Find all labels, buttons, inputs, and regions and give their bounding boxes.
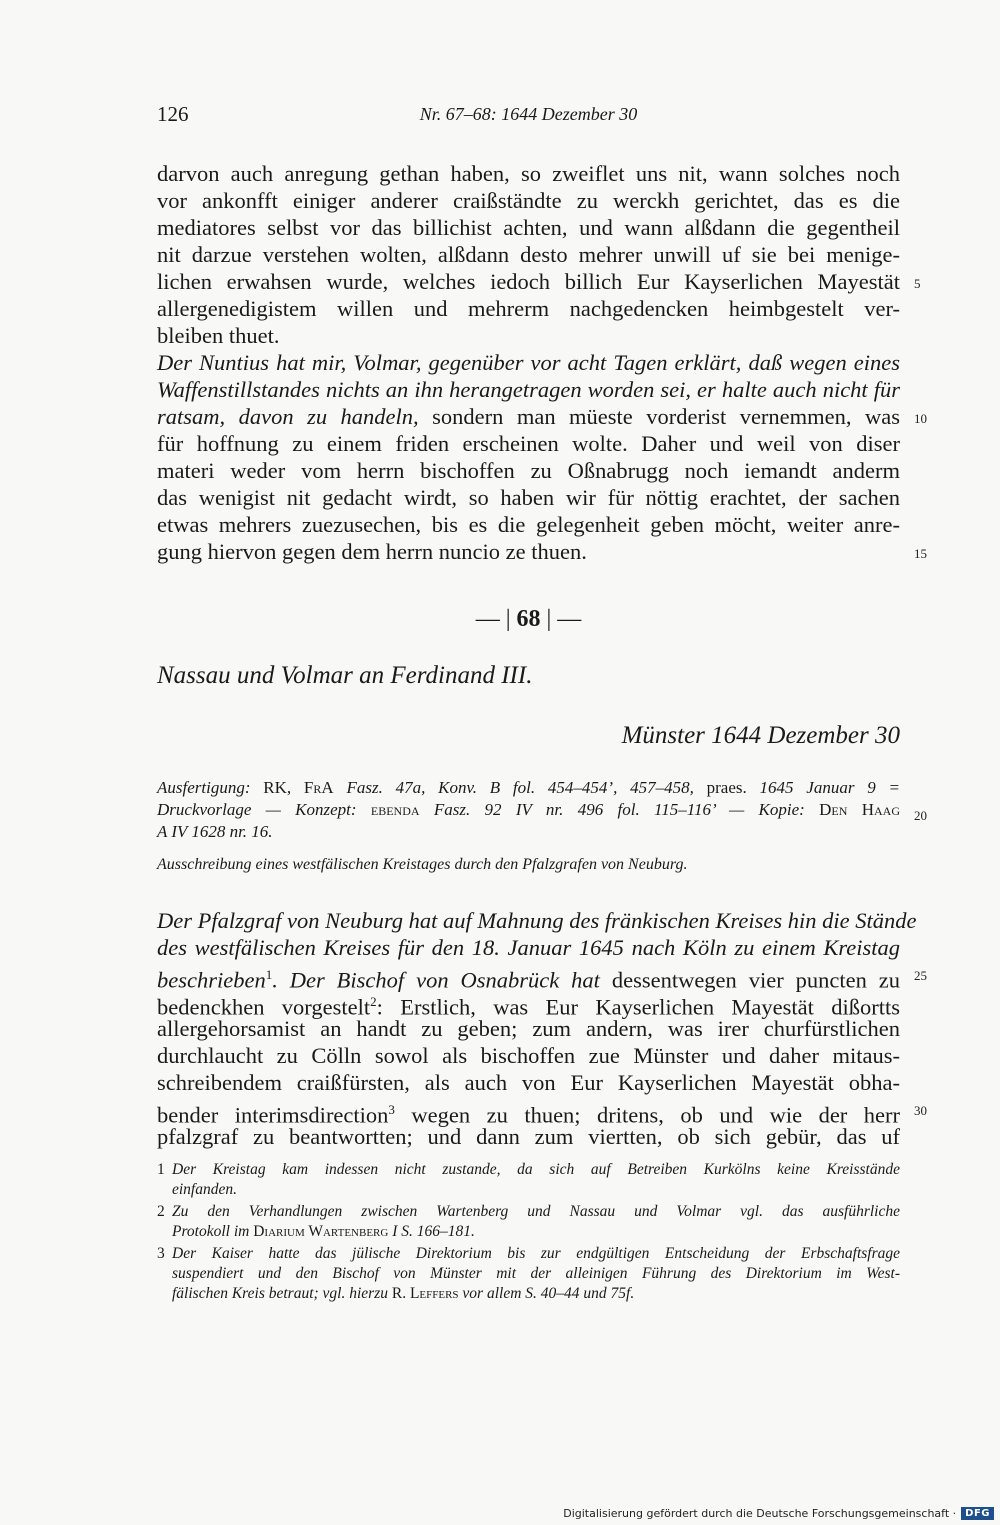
source-text: Fasz. 47a, Konv. B fol. 454–454’, 457–458, [333,778,694,797]
roman-span: bender interimsdirection [157,1102,389,1128]
text-line: mediatores selbst vor das billichist achten, und wann alßdann die gegentheil [157,215,900,240]
text-line [157,403,900,430]
source-line: A IV 1628 nr. 16. [157,822,273,841]
footnote-ref: 1 [265,967,273,982]
italic-span: beschrieben [157,967,266,993]
text-line: das wenigist nit gedacht wirdt, so haben wir für nöttig erachtet, der sachen [157,485,900,510]
source-text: Den Haag [819,800,900,819]
line-number: 20 [914,808,927,823]
text-line: Waffenstillstandes nichts an ihn herangetragen worden sei, er halte auch nicht für [157,377,900,402]
text-line: etwas mehrers zuezusechen, bis es die gelegenheit geben möcht, weiter anre- [157,512,900,537]
source-text: ebenda [370,800,420,819]
text-line: materi weder vom herrn bischoffen zu Oßnabrugg noch iemandt anderm [157,458,900,483]
source-text: 1645 Januar 9 = [759,778,900,797]
line-number: 25 [914,968,927,983]
roman-span: dessentwegen vier puncten zu [599,967,900,993]
roman-span: : Erstlich, was Eur Kayserlichen Mayestät dißortts [376,994,901,1020]
page-number: 126 [157,102,189,126]
text-line: schreibendem craißfürsten, als auch von Eur Kayserlichen Mayestät obha- [157,1070,900,1095]
document-number-prefix: — | [475,606,517,632]
italic-span: . Der Bischof von Osnabrück hat [272,967,600,993]
document-number [157,606,900,633]
text-line: darvon auch anregung gethan haben, so zweiflet uns nit, wann solches noch [157,161,900,186]
text-line: bleiben thuet. [157,323,280,348]
footnote-line: suspendiert und den Bischof von Münster mit der alleinigen Führung des Direktorium im West- [172,1265,900,1282]
text-line: für hoffnung zu einem friden erscheinen wolte. Daher und weil von diser [157,431,900,456]
source-text: Fasz. 92 IV nr. 496 fol. 115–116’ — Kopie: [419,800,820,819]
source-text: praes. [693,778,760,797]
line-number: 10 [914,411,927,426]
footnote-text: I S. 166–181. [388,1223,475,1240]
footnote-text: R. Leffers [391,1285,459,1302]
text-line: nit darzue verstehen wolten, alßdann desto mehrer unwill uf sie bei menige- [157,242,900,267]
dfg-credit [563,1503,994,1523]
footnote-line [172,1284,900,1304]
source-label: Ausfertigung: [157,778,251,797]
text-line: vor ankonfft einiger anderer craißständte zu werckh gerichtet, das es die [157,188,900,213]
credit-text: Digitalisierung gefördert durch die Deutsche Forschungsgemeinschaft · [563,1506,957,1520]
running-head-title: Nr. 67–68: 1644 Dezember 30 [419,104,638,124]
text-line: durchlaucht zu Cölln sowol als bischoffen zue Münster und daher mitaus- [157,1043,900,1068]
footnote-line: Der Kreistag kam indessen nicht zustande, da sich auf Betreiben Kurkölns keine Kreisstände [172,1161,900,1178]
source-text: Druckvorlage — Konzept: [157,800,371,819]
text-line [157,961,900,993]
footnote-text: fälischen Kreis betraut; vgl. hierzu [172,1285,392,1302]
roman-span: sondern man müeste vorderist vernemmen, was [418,404,900,429]
dfg-logo: DFG [961,1507,994,1520]
document-number-suffix: | — [540,606,582,632]
document-summary: Ausschreibung eines westfälischen Kreistages durch den Pfalzgrafen von Neuburg. [157,856,688,873]
text-line [157,988,901,1020]
footnote-line [172,1222,900,1242]
text-line: allergenedigistem willen und mehrerm nachgedencken heimbgestelt ver- [157,296,900,321]
line-number: 15 [914,546,927,561]
roman-span: wegen zu thuen; dritens, ob und wie der herr [394,1102,901,1128]
source-line [157,799,900,821]
footnote-line: einfanden. [172,1181,237,1198]
text-line [157,1096,901,1128]
footnote-ref: 3 [388,1102,395,1117]
footnote-line: Zu den Verhandlungen zwischen Wartenberg und Nassau und Volmar vgl. das ausführliche [172,1203,900,1220]
running-head [157,100,900,132]
roman-span: bedenckhen vorgestelt [157,994,371,1020]
document-place-date: Münster 1644 Dezember 30 [621,722,900,749]
source-line [157,777,900,799]
footnote-number: 2 [157,1203,165,1220]
footnote-ref: 2 [370,994,377,1009]
text-line: Der Nuntius hat mir, Volmar, gegenüber vor acht Tagen erklärt, daß wegen eines [157,350,900,375]
source-text: FrA [303,778,334,797]
text-line: pfalzgraf zu beantwortten; und dann zum viertten, ob sich gebür, das uf [157,1124,900,1149]
footnote-text: vor allem S. 40–44 und 75f. [458,1285,635,1302]
line-number: 30 [914,1103,927,1118]
document-title: Nassau und Volmar an Ferdinand III. [157,662,533,689]
footnote-text: Diarium Wartenberg [253,1223,389,1240]
footnote-text: Protokoll im [172,1223,254,1240]
footnote-line: Der Kaiser hatte das jülische Direktorium bis zur endgültigen Entscheidung der Erbschaftsfrage [172,1245,900,1262]
footnote-number: 1 [157,1161,165,1178]
source-text: RK, [250,778,304,797]
document-number-value: 68 [516,606,541,632]
text-line: lichen erwahsen wurde, welches iedoch billich Eur Kayserlichen Mayestät [157,269,900,294]
text-line: Der Pfalzgraf von Neuburg hat auf Mahnung des fränkischen Kreises hin die Stände [157,908,917,933]
line-number: 5 [914,276,921,291]
text-line: allergehorsamist an handt zu geben; zum andern, was irer churfürstlichen [157,1016,900,1041]
italic-span: ratsam, davon zu handeln, [157,404,419,429]
footnote-number: 3 [157,1245,165,1262]
text-line: des westfälischen Kreises für den 18. Januar 1645 nach Köln zu einem Kreistag [157,935,900,960]
text-line: gung hiervon gegen dem herrn nuncio ze thuen. [157,539,587,564]
